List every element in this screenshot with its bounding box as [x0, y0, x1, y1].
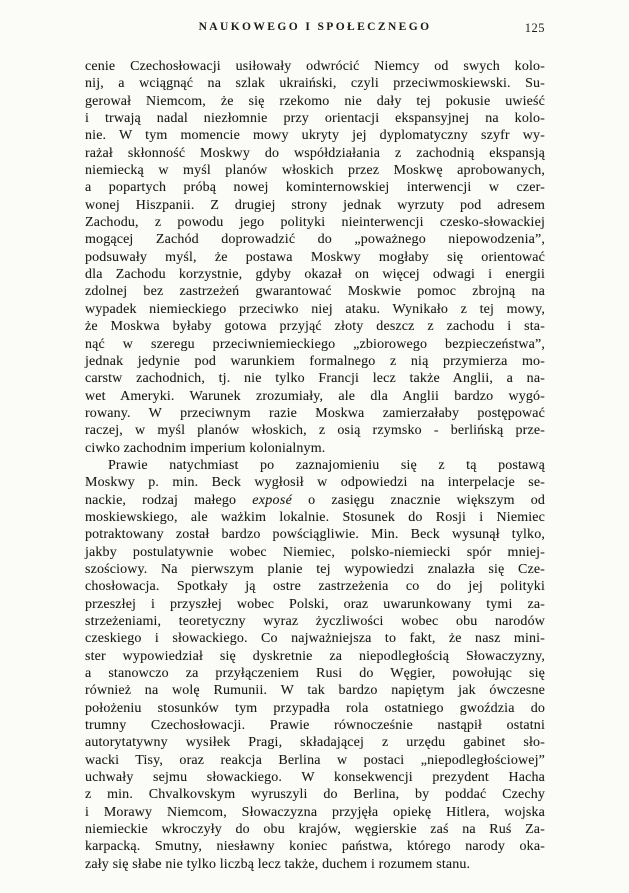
text-line: a popartych próbą nowej kominternowskiej interwencji w czer-	[85, 180, 545, 196]
text-line: cenie Czechosłowacji usiłowały odwrócić Niemcy od swych kolo-	[85, 59, 545, 74]
text-line: nackie, rodzaj małego exposé o zasięgu znacznie większym od	[85, 492, 545, 508]
text-line: potraktowany został bardzo powściągliwie. Min. Beck wysunął tylko,	[85, 527, 545, 543]
text-line: uchwały sejmu słowackiego. W konsekwencji prezydent Hacha	[85, 770, 545, 786]
text-line: i trwają nadal niezłomnie przy orientacji ekspansyjnej na kolo-	[85, 111, 545, 127]
text-line: karpacką. Smutny, niesławny koniec państwa, którego narody oka-	[85, 839, 545, 855]
text-line: niemiecką w myśl planów włoskich przez Moskwę aprobowanych,	[85, 163, 545, 179]
text-line: strzeżeniami, teoretyczny wyraz życzliwości wobec obu narodów	[85, 614, 545, 629]
text-line: przeszłej i przyszłej wobec Polski, oraz uwarunkowany tymi za-	[85, 596, 545, 612]
text-line: jakby postulatywnie wobec Niemiec, polsko-niemiecki spór mniej-	[85, 544, 545, 560]
paragraph-2	[85, 457, 545, 873]
text-line: rażał skłonność Moskwy do współdziałania z zachodnią ekspansją	[85, 145, 545, 161]
text-line: Moskwy p. min. Beck wygłosił w odpowiedzi na interpelacje se-	[85, 475, 545, 491]
body-text	[85, 58, 545, 873]
text-line: podsuwały myśl, że postawa Moskwy mogłaby się orientować	[85, 249, 545, 265]
paragraph-1	[85, 58, 545, 457]
text-line: nij, a wciągnąć na szlak ukraiński, czyli przeciwmoskiewski. Su-	[85, 76, 545, 92]
text-line: szościowy. Na pierwszym planie tej wypowiedzi znalazła się Cze-	[85, 561, 545, 577]
text-line: czeskiego i słowackiego. Co najważniejsza to fakt, że nasz mini-	[85, 631, 545, 647]
page-number: 125	[524, 21, 545, 35]
text-line: wypadek niemieckiego przeciwko niej ataku. Wynikało z tej mowy,	[85, 301, 545, 317]
text-line: położeniu stosunków tym przypadła rola ostatniego gwoździa do	[85, 700, 545, 716]
text-line: trumny Czechosłowacji. Prawie równocześnie nastąpił ostatni	[85, 718, 545, 734]
text-line: nąć w szeregu przeciwniemieckiego „zbiorowego bezpieczeństwa”,	[85, 336, 545, 352]
text-line: autorytatywny wysiłek Pragi, składającej z urzędu gabinet sło-	[85, 735, 545, 751]
text-line: rowany. W przeciwnym razie Moskwa zamierzałaby postępować	[85, 405, 545, 421]
text-line: zały się słabe nie tylko liczbą lecz także, duchem i rozumem stanu.	[85, 856, 471, 872]
italic-text: exposé	[252, 492, 293, 508]
text-line: jednak jedynie pod warunkiem formalnego z nią przymierza mo-	[85, 353, 545, 369]
running-header	[85, 21, 545, 37]
text-line: a stanowczo za przyłączeniem Rusi do Węgier, powołując się	[85, 666, 545, 682]
text-line: że Moskwa byłaby gotowa przyjąć złoty deszcz z zachodu i sta-	[85, 319, 545, 335]
text-line: nie. W tym momencie mowy ukryty jej dyplomatyczny szyfr wy-	[85, 128, 545, 144]
text-line: chosłowacja. Spotkały ją ostre zastrzeżenia co do jej polityki	[85, 579, 545, 595]
text-line: Zachodu, z powodu jego polityki nieinterwencji czesko-słowackiej	[85, 215, 545, 231]
running-header-title: NAUKOWEGO I SPOŁECZNEGO	[198, 21, 432, 33]
text-line: Prawie natychmiast po zaznajomieniu się z tą postawą	[108, 457, 545, 473]
text-line: niemieckie wkroczyły do obu krajów, węgierskie zaś na Ruś Za-	[85, 822, 545, 838]
text-line: mogącej Zachód doprowadzić do „poważnego niepowodzenia”,	[85, 232, 545, 248]
text-line: również na wolę Rumunii. W tak bardzo napiętym jak ówczesne	[85, 683, 545, 699]
text-line: raczej, w myśl planów włoskich, z osią rzymsko - berlińską prze-	[85, 423, 545, 439]
text-line: ciwko zachodnim imperium kolonialnym.	[85, 440, 326, 456]
text-line: gerował Niemcom, że się rzekomo nie dały tej pokusie uwieść	[85, 93, 545, 109]
text-line: ster wypowiedział się dyskretnie za niepodległością Słowaczyzny,	[85, 648, 545, 664]
text-line: wacki Tisy, oraz reakcja Berlina w postaci „niepodległościowej”	[85, 752, 545, 768]
text-line: z min. Chvalkovskym wyruszyli do Berlina, by poddać Czechy	[85, 787, 545, 803]
text-line: dla Zachodu korzystnie, gdyby okazał on więcej odwagi i energii	[85, 267, 545, 283]
text-line: moskiewskiego, ale ważkim lokalnie. Stosunek do Rosji i Niemiec	[85, 509, 545, 525]
text-line: wonej Hiszpanii. Z drugiej strony jednak wyrzuty pod adresem	[85, 197, 545, 213]
text-line: carstw zachodnich, tj. nie tylko Francji lecz także Anglii, a na-	[85, 371, 545, 387]
text-line: i Morawy Niemcom, Słowaczyzna przyjęła opiekę Hitlera, wojska	[85, 804, 545, 820]
text-line: wet Ameryki. Warunek zrozumiały, ale dla Anglii bardzo wygó-	[85, 388, 545, 404]
text-line: zdolnej bez zastrzeżeń gwarantować Moskwie pomoc zbrojną na	[85, 284, 545, 300]
